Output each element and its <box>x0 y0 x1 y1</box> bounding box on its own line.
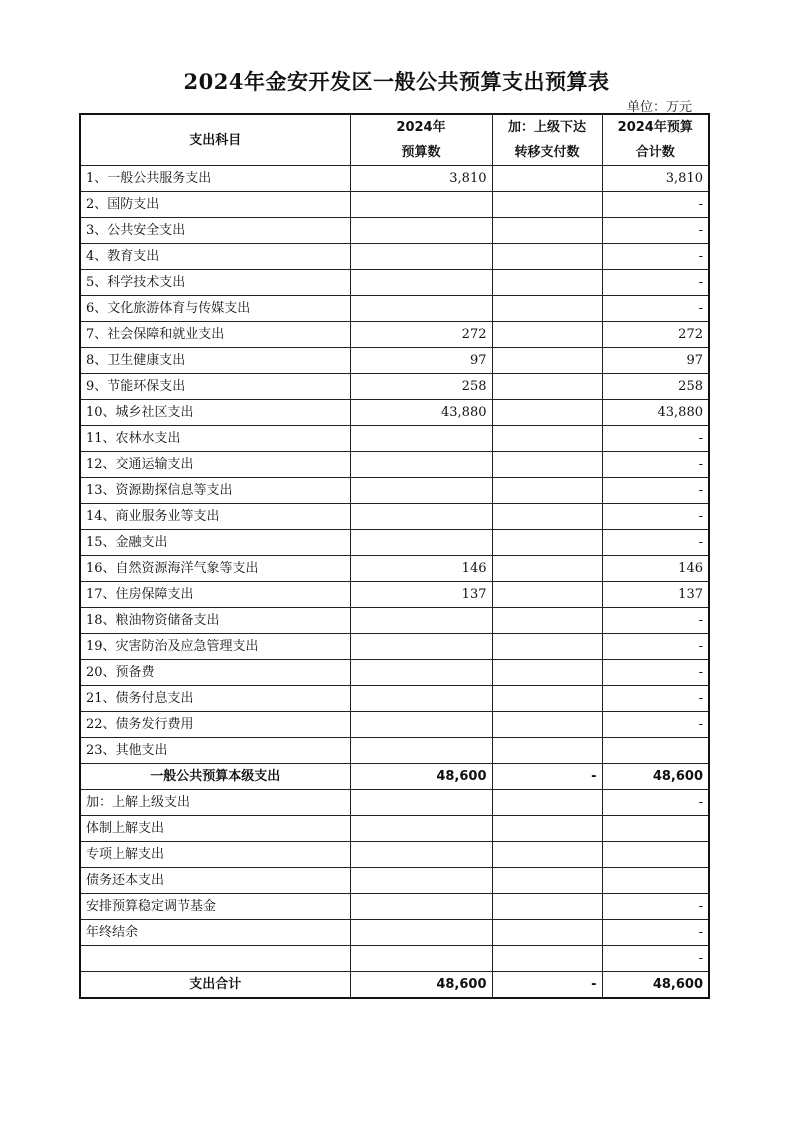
row-total-cell: 3,810 <box>602 166 709 192</box>
row-total-cell: 48,600 <box>602 764 709 790</box>
row-total-cell: - <box>602 894 709 920</box>
row-subject-cell: 11、农林水支出 <box>80 426 350 452</box>
row-total-cell: - <box>602 218 709 244</box>
row-budget-cell: 48,600 <box>350 972 492 999</box>
row-total-cell: - <box>602 790 709 816</box>
row-total-cell: - <box>602 634 709 660</box>
row-total-cell: - <box>602 920 709 946</box>
row-budget-cell: 48,600 <box>350 764 492 790</box>
table-row <box>80 634 709 660</box>
row-budget-cell <box>350 790 492 816</box>
row-transfer-cell <box>492 868 602 894</box>
row-subject-cell: 13、资源勘探信息等支出 <box>80 478 350 504</box>
table-row <box>80 244 709 270</box>
table-row <box>80 556 709 582</box>
row-transfer-cell <box>492 712 602 738</box>
row-transfer-cell <box>492 634 602 660</box>
row-transfer-cell <box>492 504 602 530</box>
table-row <box>80 166 709 192</box>
table-row <box>80 426 709 452</box>
row-budget-cell <box>350 634 492 660</box>
row-transfer-cell <box>492 374 602 400</box>
row-total-cell: - <box>602 192 709 218</box>
row-subject-cell <box>80 946 350 972</box>
row-subject-cell: 18、粮油物资储备支出 <box>80 608 350 634</box>
row-budget-cell <box>350 426 492 452</box>
row-transfer-cell <box>492 738 602 764</box>
budget-table <box>79 113 710 999</box>
row-transfer-cell <box>492 660 602 686</box>
row-budget-cell <box>350 530 492 556</box>
row-subject-cell: 专项上解支出 <box>80 842 350 868</box>
row-subject-cell: 12、交通运输支出 <box>80 452 350 478</box>
row-transfer-cell <box>492 426 602 452</box>
row-subject-cell: 加：上解上级支出 <box>80 790 350 816</box>
row-subject-cell: 一般公共预算本级支出 <box>80 764 350 790</box>
row-subject-cell: 8、卫生健康支出 <box>80 348 350 374</box>
row-subject-cell: 年终结余 <box>80 920 350 946</box>
row-budget-cell <box>350 244 492 270</box>
row-subject-cell: 9、节能环保支出 <box>80 374 350 400</box>
table-row <box>80 738 709 764</box>
row-transfer-cell <box>492 166 602 192</box>
row-total-cell: - <box>602 270 709 296</box>
row-budget-cell <box>350 738 492 764</box>
row-subject-cell: 1、一般公共服务支出 <box>80 166 350 192</box>
row-total-cell: - <box>602 946 709 972</box>
row-transfer-cell <box>492 608 602 634</box>
row-transfer-cell <box>492 244 602 270</box>
table-row <box>80 920 709 946</box>
row-total-cell: - <box>602 686 709 712</box>
row-transfer-cell <box>492 530 602 556</box>
row-transfer-cell <box>492 582 602 608</box>
table-header-row <box>80 114 709 166</box>
row-total-cell: - <box>602 426 709 452</box>
row-total-cell: - <box>602 244 709 270</box>
table-row <box>80 842 709 868</box>
row-total-cell: - <box>602 296 709 322</box>
table-row <box>80 972 709 999</box>
row-total-cell: - <box>602 478 709 504</box>
table-row <box>80 296 709 322</box>
row-budget-cell <box>350 712 492 738</box>
row-budget-cell <box>350 868 492 894</box>
row-transfer-cell <box>492 218 602 244</box>
header-budget: 2024年 预算数 <box>350 114 492 166</box>
table-row <box>80 582 709 608</box>
row-budget-cell: 3,810 <box>350 166 492 192</box>
row-transfer-cell <box>492 270 602 296</box>
row-transfer-cell <box>492 400 602 426</box>
row-transfer-cell <box>492 478 602 504</box>
row-budget-cell <box>350 686 492 712</box>
row-budget-cell: 146 <box>350 556 492 582</box>
row-budget-cell <box>350 842 492 868</box>
row-budget-cell <box>350 504 492 530</box>
table-row <box>80 816 709 842</box>
table-row <box>80 894 709 920</box>
table-row <box>80 400 709 426</box>
row-budget-cell <box>350 608 492 634</box>
table-row <box>80 764 709 790</box>
table-row <box>80 946 709 972</box>
row-total-cell: - <box>602 504 709 530</box>
row-transfer-cell: - <box>492 972 602 999</box>
header-total: 2024年预算 合计数 <box>602 114 709 166</box>
row-total-cell: 272 <box>602 322 709 348</box>
row-total-cell: - <box>602 452 709 478</box>
table-row <box>80 660 709 686</box>
row-subject-cell: 16、自然资源海洋气象等支出 <box>80 556 350 582</box>
row-total-cell: 48,600 <box>602 972 709 999</box>
row-total-cell: 258 <box>602 374 709 400</box>
table-row <box>80 452 709 478</box>
table-row <box>80 218 709 244</box>
page-title: 2024年金安开发区一般公共预算支出预算表 <box>183 69 610 94</box>
row-subject-cell: 15、金融支出 <box>80 530 350 556</box>
row-total-cell: 97 <box>602 348 709 374</box>
row-transfer-cell <box>492 790 602 816</box>
row-budget-cell <box>350 660 492 686</box>
row-budget-cell <box>350 218 492 244</box>
table-row <box>80 686 709 712</box>
row-total-cell: - <box>602 712 709 738</box>
row-subject-cell: 17、住房保障支出 <box>80 582 350 608</box>
row-budget-cell <box>350 270 492 296</box>
row-budget-cell <box>350 920 492 946</box>
row-total-cell <box>602 868 709 894</box>
row-subject-cell: 支出合计 <box>80 972 350 999</box>
row-transfer-cell <box>492 322 602 348</box>
row-total-cell <box>602 816 709 842</box>
row-subject-cell: 债务还本支出 <box>80 868 350 894</box>
row-total-cell <box>602 842 709 868</box>
row-subject-cell: 21、债务付息支出 <box>80 686 350 712</box>
table-row <box>80 348 709 374</box>
table-row <box>80 608 709 634</box>
row-subject-cell: 体制上解支出 <box>80 816 350 842</box>
table-row <box>80 322 709 348</box>
row-transfer-cell <box>492 842 602 868</box>
row-subject-cell: 19、灾害防治及应急管理支出 <box>80 634 350 660</box>
row-subject-cell: 4、教育支出 <box>80 244 350 270</box>
row-transfer-cell <box>492 686 602 712</box>
table-row <box>80 868 709 894</box>
row-budget-cell <box>350 296 492 322</box>
row-subject-cell: 安排预算稳定调节基金 <box>80 894 350 920</box>
row-subject-cell: 6、文化旅游体育与传媒支出 <box>80 296 350 322</box>
table-row <box>80 504 709 530</box>
row-total-cell: - <box>602 660 709 686</box>
row-subject-cell: 10、城乡社区支出 <box>80 400 350 426</box>
row-subject-cell: 3、公共安全支出 <box>80 218 350 244</box>
row-transfer-cell <box>492 920 602 946</box>
row-budget-cell: 43,880 <box>350 400 492 426</box>
row-subject-cell: 23、其他支出 <box>80 738 350 764</box>
row-total-cell: - <box>602 608 709 634</box>
unit-label: 单位：万元 <box>626 100 692 115</box>
row-subject-cell: 20、预备费 <box>80 660 350 686</box>
table-row <box>80 712 709 738</box>
row-subject-cell: 2、国防支出 <box>80 192 350 218</box>
row-budget-cell <box>350 452 492 478</box>
table-row <box>80 192 709 218</box>
row-total-cell: - <box>602 530 709 556</box>
row-subject-cell: 22、债务发行费用 <box>80 712 350 738</box>
table-row <box>80 790 709 816</box>
row-transfer-cell <box>492 296 602 322</box>
row-budget-cell <box>350 478 492 504</box>
row-budget-cell: 97 <box>350 348 492 374</box>
table-row <box>80 270 709 296</box>
row-transfer-cell <box>492 946 602 972</box>
row-budget-cell <box>350 816 492 842</box>
row-transfer-cell <box>492 894 602 920</box>
row-budget-cell: 137 <box>350 582 492 608</box>
table-row <box>80 530 709 556</box>
row-budget-cell: 272 <box>350 322 492 348</box>
row-total-cell: 137 <box>602 582 709 608</box>
row-transfer-cell <box>492 816 602 842</box>
row-budget-cell <box>350 946 492 972</box>
table-row <box>80 478 709 504</box>
row-subject-cell: 5、科学技术支出 <box>80 270 350 296</box>
row-transfer-cell <box>492 192 602 218</box>
header-transfer: 加：上级下达 转移支付数 <box>492 114 602 166</box>
table-row <box>80 374 709 400</box>
row-subject-cell: 14、商业服务业等支出 <box>80 504 350 530</box>
row-budget-cell <box>350 192 492 218</box>
row-total-cell <box>602 738 709 764</box>
row-transfer-cell <box>492 348 602 374</box>
row-transfer-cell <box>492 556 602 582</box>
row-total-cell: 146 <box>602 556 709 582</box>
row-subject-cell: 7、社会保障和就业支出 <box>80 322 350 348</box>
header-subject: 支出科目 <box>80 114 350 166</box>
row-budget-cell: 258 <box>350 374 492 400</box>
row-transfer-cell <box>492 452 602 478</box>
row-total-cell: 43,880 <box>602 400 709 426</box>
row-transfer-cell: - <box>492 764 602 790</box>
row-budget-cell <box>350 894 492 920</box>
